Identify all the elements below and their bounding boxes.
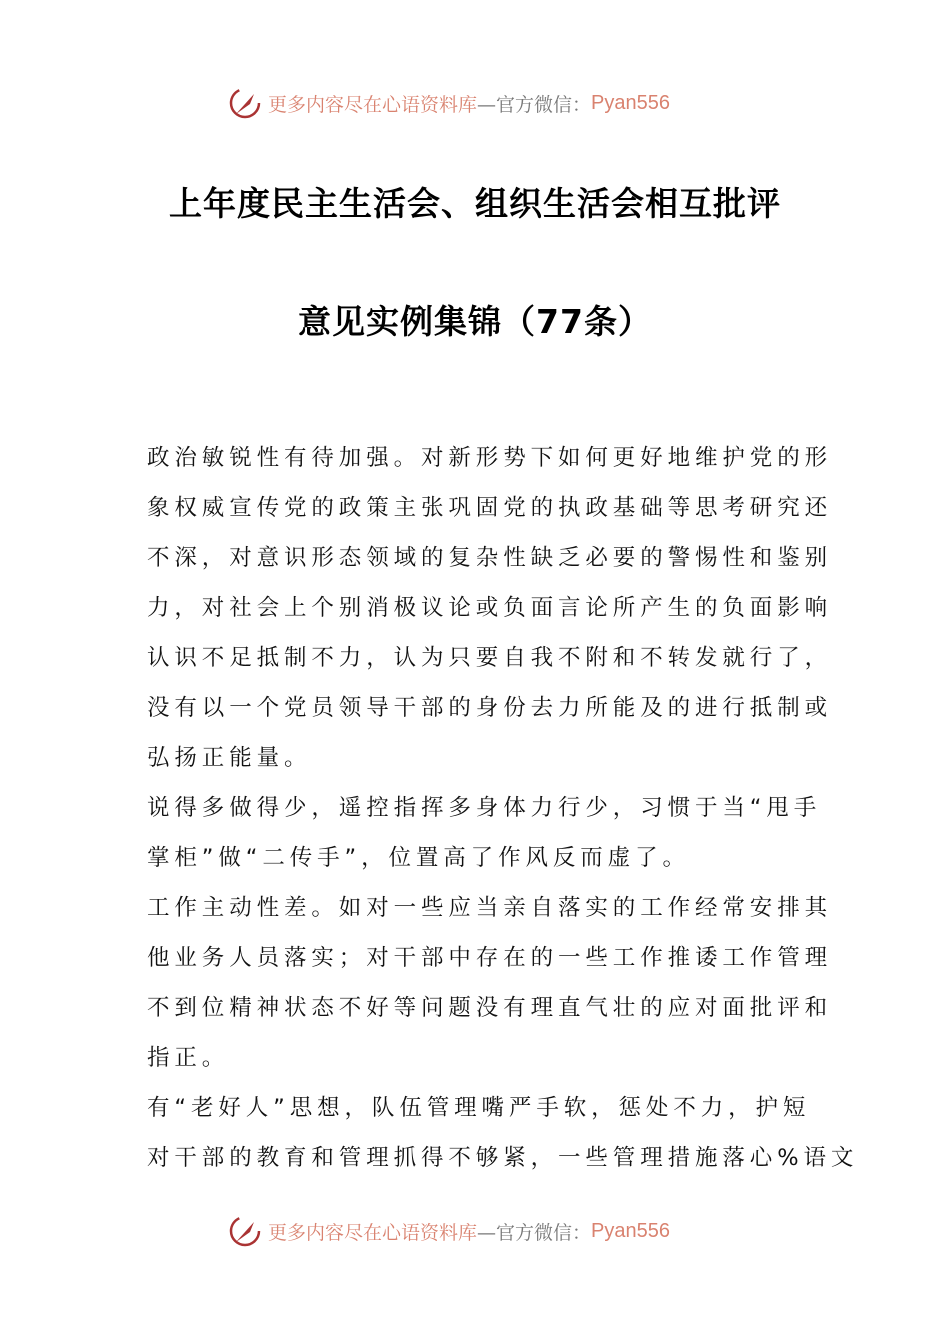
- body-line: 不到位精神状态不好等问题没有理直气壮的应对面批评和: [147, 995, 833, 1021]
- body-line: 不深，对意识形态领域的复杂性缺乏必要的警惕性和鉴别: [147, 545, 833, 571]
- body-line: 有“老好人”思想，队伍管理嘴严手软，惩处不力，护短: [147, 1095, 811, 1121]
- watermark-text: 更多内容尽在心语资料库: [268, 93, 478, 116]
- body-line: 对干部的教育和管理抓得不够紧，一些管理措施落心%语文: [147, 1145, 859, 1171]
- body-line: 指正。: [147, 1045, 230, 1071]
- header-watermark: [228, 83, 670, 123]
- watermark-wechat-label: —官方微信：: [477, 93, 592, 116]
- body-line: 说得多做得少，遥控指挥多身体力行少，习惯于当“甩手: [147, 795, 822, 821]
- title-line-2: 意见实例集锦（77条）: [298, 302, 652, 341]
- body-line: 弘扬正能量。: [147, 745, 312, 771]
- body-line: 没有以一个党员领导干部的身份去力所能及的进行抵制或: [147, 695, 833, 721]
- body-line: 掌柜”做“二传手”，位置高了作风反而虚了。: [147, 845, 690, 871]
- title-line-1: 上年度民主生活会、组织生活会相互批评: [169, 184, 781, 223]
- footer-watermark: [228, 1211, 670, 1251]
- quill-logo-icon: [228, 86, 262, 120]
- body-line: 工作主动性差。如对一些应当亲自落实的工作经常安排其: [147, 895, 833, 921]
- body-line: 他业务人员落实；对干部中存在的一些工作推诿工作管理: [147, 945, 833, 971]
- body-line: 象权威宣传党的政策主张巩固党的执政基础等思考研究还: [147, 495, 833, 521]
- watermark-wechat-id: Pyan556: [591, 91, 670, 114]
- watermark-wechat-label: —官方微信：: [477, 1221, 592, 1244]
- body-line: 力，对社会上个别消极议论或负面言论所产生的负面影响: [147, 595, 833, 621]
- watermark-text: 更多内容尽在心语资料库: [268, 1221, 478, 1244]
- quill-logo-icon: [228, 1214, 262, 1248]
- body-line: 认识不足抵制不力，认为只要自我不附和不转发就行了，: [147, 645, 833, 671]
- body-line: 政治敏锐性有待加强。对新形势下如何更好地维护党的形: [147, 445, 833, 471]
- watermark-wechat-id: Pyan556: [591, 1219, 670, 1242]
